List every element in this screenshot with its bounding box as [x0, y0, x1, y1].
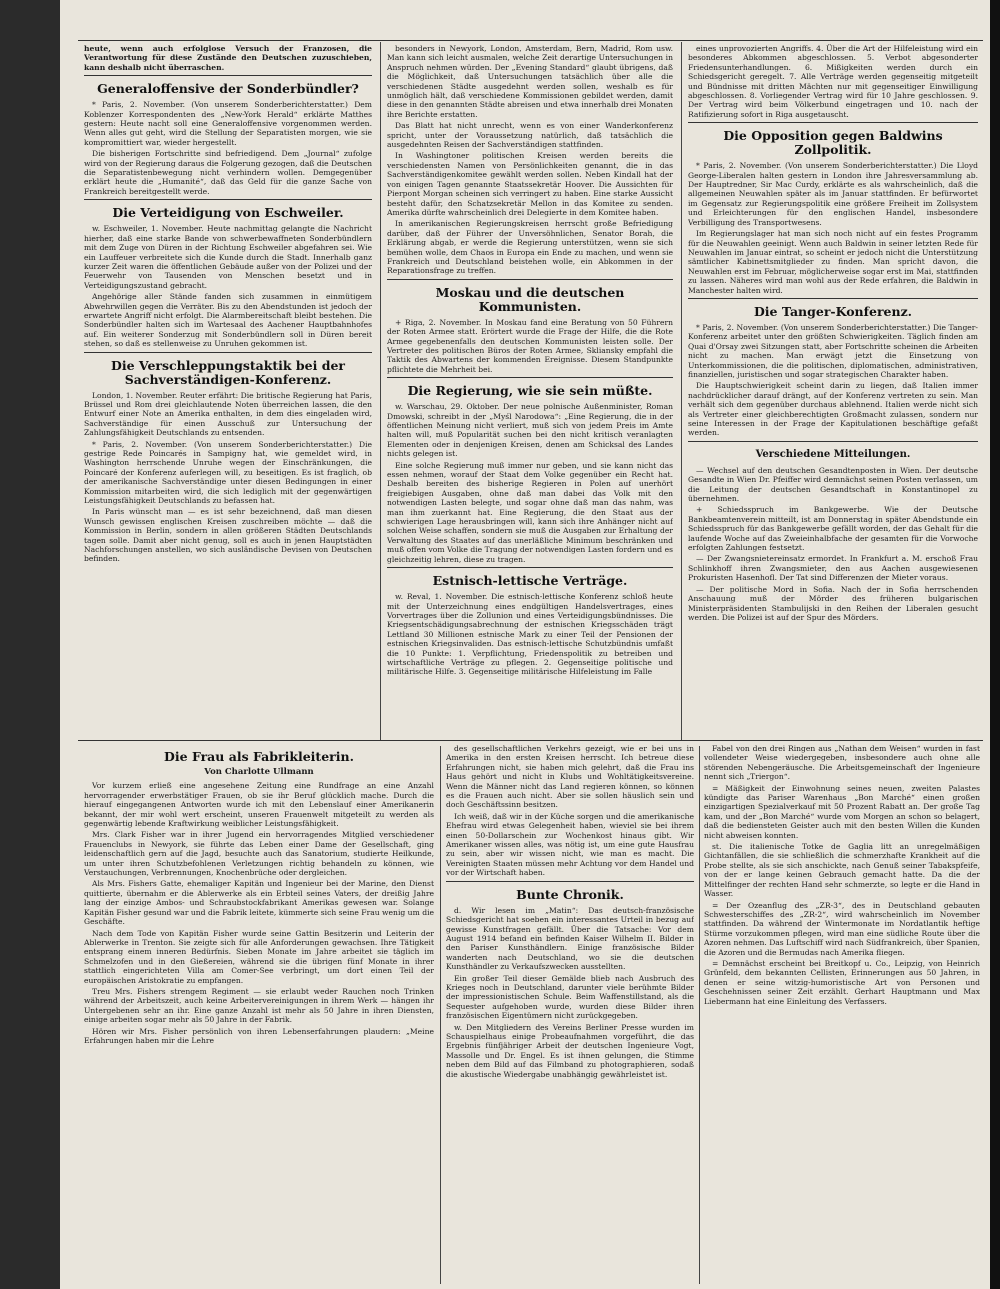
top-rule [78, 40, 983, 41]
paragraph: Das Blatt hat nicht unrecht, wenn es von einer Wanderkonferenz spricht, unter der Voraussetzung natürlich, daß tatsächlich die ausgedehnten Reisen der Sachverständigen stattfinden. [387, 121, 673, 150]
paragraph: Als Mrs. Fishers Gatte, ehemaliger Kapitän und Ingenieur bei der Marine, den Dienst quittierte, übernahm er die Ablerwerke als ein Erbteil seines Vaters, der dreißig Jahre lang der einzige Ambos- und Schraubstockfabrikant Amerikas gewesen war. Solange Kapitän Fisher gesund war und die Fabrik leitete, kümmerte sich seine Frau wenig um die Geschäfte. [84, 879, 434, 927]
headline: Die Opposition gegen Baldwins Zollpolitik. [723, 128, 943, 158]
paragraph: w. Warschau, 29. Oktober. Der neue polnische Außenminister, Roman Dmowski, schreibt in der „Myśl Narodowa“: „Eine Regierung, die in der öffentlichen Meinung nicht verliert, muß sich von jedem Preis im Amte halten will, muß Popularität suchen bei den nicht kritisch veranlagten Elementen oder in denjenigen Kreisen, denen am Schicksal des Landes nichts gelegen ist. [387, 402, 673, 459]
paragraph: des gesellschaftlichen Verkehrs gezeigt, wie er bei uns in Amerika in den ersten Kreisen herrscht. Ich betreue diese Erfahrungen nicht, sie haben mich gelehrt, daß die Frau ins Haus gehört und nicht in Klubs und Wohltätigkeitsvereine. Wenn die Männer nicht das Land regieren können, so können es die Frauen auch nicht. Aber sie sollen häuslich sein und doch Geschäftssinn besitzen. [446, 744, 694, 810]
column-rule [699, 746, 700, 1284]
paragraph: * Paris, 2. November. (Von unserem Sonderberichterstatter.) Die Lloyd George-Liberalen halten gestern in London ihre Jahresversammlung ab. Der Hauptredner, Sir Mac Curdy, erklärte es als wahrscheinlich, daß die allgemeinen Neuwahlen später als im Januar stattfinden. Er befürwortet im Gegensatz zur Regierungspolitik eine größere Freiheit im Zollsystem und Erleichterungen für den englischen Handel, insbesondere Verbilligung des Transportwesens. [688, 161, 978, 227]
headline: Die Tanger-Konferenz. [753, 303, 913, 319]
column-4 [84, 744, 434, 1284]
divider [387, 567, 673, 568]
paragraph: w. Eschweiler, 1. November. Heute nachmittag gelangte die Nachricht hierher, daß eine starke Bande von schwerbewaffneten Sonderbündlern mit dem Zuge von Düren in der Richtung Eschweiler abgefahren sei. Wie ein Lauffeuer verbreitete sich die Kunde durch die Stadt. Innerhalb ganz kurzer Zeit waren die öffentlichen Gebäude außer von der Polizei und der Feuerwehr von Tausenden von Menschen besetzt und in Verteidigungszustand gebracht. [84, 224, 372, 290]
divider [688, 122, 978, 123]
feuilleton-title: Die Frau als Fabrikleiterin. [164, 749, 354, 764]
paragraph: Ich weiß, daß wir in der Küche sorgen und die amerikanische Ehefrau wird etwas Gelegenheit haben, wieviel sie bei ihrem einen 50-Dollarschein zur Wochenkost hinaus gibt. Wir Amerikaner wissen alles, was nötig ist, um eine gute Hausfrau zu sein, aber wir wissen nicht, wie man es macht. Die Vereinigten Staaten müssen mehr Achtung vor dem Handel und vor der Wirtschaft haben. [446, 811, 694, 878]
paragraph: London, 1. November. Reuter erfährt: Die britische Regierung hat Paris, Brüssel und Rom drei gleichlautende Noten überreichen lassen, die den Entwurf einer Note an Amerika enthalten, in dem dies eingeladen wird, Sachverständige für einen Ausschuß zur Untersuchung der Zahlungsfähigkeit Deutschlands zu entsenden. [84, 390, 372, 438]
paragraph: d. Wir lesen im „Matin“: Das deutsch-französische Schiedsgericht hat soeben ein interessantes Urteil in bezug auf gewisse Kunstfragen gefällt. Über die Tatsache: Vor dem August 1914 befand ein befinden Kaiser Wilhelm II. Bilder in den Pariser Kunsthändlern. Einige französische Bilder wanderten nach Deutschland, wo sie die deutschen Kunsthändler zu Verkaufszwecken ausstellten. [446, 905, 694, 972]
paragraph: Hören wir Mrs. Fisher persönlich von ihren Lebenserfahrungen plaudern: „Meine Erfahrungen haben mir die Lehre [84, 1026, 434, 1045]
headline: Die Regierung, wie sie sein müßte. [407, 383, 653, 399]
divider [387, 279, 673, 280]
column-rule [380, 42, 381, 740]
divider [84, 199, 372, 200]
paragraph: w. Den Mitgliedern des Vereins Berliner Presse wurden im Schauspielhaus einige Probeaufnahmen vorgeführt, die das Ergebnis fünfjähriger Arbeit der deutschen Ingenieure Vogt, Massolle und Dr. Engel. Es ist ihnen gelungen, die Stimme neben dem Bild auf das Filmband zu photographieren, sodaß die akustische Wiedergabe unabhängig gewährleistet ist. [446, 1022, 694, 1079]
paragraph: * Paris, 2. November. (Von unserem Sonderberichterstatter.) Dem Koblenzer Korrespondenten des „New-York Herald“ erklärte Matthes gestern: Heute nacht soll eine Generaloffensive vorgenommen werden. Wenn alles gut geht, wird die Stellung der Separatisten morgen, wie sie kompromittiert war, wieder hergestellt. [84, 100, 372, 147]
headline: Die Verschleppungstaktik bei der Sachverständigen-Konferenz. [111, 357, 345, 387]
scan-margin-left [0, 0, 60, 1289]
headline: Moskau und die deutschen Kommunisten. [435, 284, 625, 314]
paragraph: Die Hauptschwierigkeit scheint darin zu liegen, daß Italien immer nachdrücklicher darauf drängt, auf der Konferenz vertreten zu sein. Man verhält sich dem gegenüber durchaus ablehnend. Italien werde nicht sich als Vertreter einer gleichberechtigten Großmacht zulassen, sondern nur seine Interessen in der Frage der Kapitulationen beschäftige gefaßt werden. [688, 381, 978, 438]
paragraph: In amerikanischen Regierungskreisen herrscht große Befriedigung darüber, daß der Führer der Unversöhnlichen, Senator Borah, die Erklärung abgab, er werde die Regierung unterstützen, wenn sie sich bemühen wolle, dem Chaos in Europa ein Ende zu machen, und wenn sie Frankreich und Deutschland beistehen wolle, ein Abkommen in der Reparationsfrage zu treffen. [387, 219, 673, 276]
byline: Von Charlotte Ullmann [204, 767, 314, 777]
divider [84, 352, 372, 353]
paragraph: besonders in Newyork, London, Amsterdam, Bern, Madrid, Rom usw. Man kann sich leicht ausmalen, welche Zeit derartige Untersuchungen in Anspruch nehmen würden. Der „Evening Standard“ glaubt übrigens, daß die Möglichkeit, daß Untersuchungen tatsächlich über alle die verschiedenen Städte ausgedehnt werden sollen, weshalb es für unmöglich hält, daß verschiedene Kommissionen gebildet werden, damit diese in den genannten Städte abreisen und etwa innerhalb drei Monaten ihre Berichte erstatten. [387, 44, 673, 119]
scan-margin-right [990, 0, 1000, 1289]
divider [688, 298, 978, 299]
paragraph: In Washingtoner politischen Kreisen werden bereits die verschiedensten Namen von Persönlichkeiten genannt, die in das Sachverständigenkomitee gewählt werden sollen. Neben Kindall hat der von einigen Tagen genannte Staatssekretär Hoover. Die Aussichten für Pierpont Morgan scheinen sich verringert zu haben. Eine starke Aussicht besteht dafür, den Schatzsekretär Mellon in das Komitee zu senden. Amerika dürfte wahrscheinlich drei Delegierte in dem Komitee haben. [387, 151, 673, 217]
paragraph: Angehörige aller Stände fanden sich zusammen in einmütigem Abwehrwillen gegen die Verräter. Bis zu den Abendstunden ist jedoch der erwartete Angriff nicht erfolgt. Die Alarmbereitschaft bleibt bestehen. Die Sonderbündler halten sich im Wartesaal des Aachener Hauptbahnhofes auf. Ein weiterer Sonderzug mit Sonderbündlern soll in Düren bereit stehen, so daß es stellenweise zu Unruhen gekommen ist. [84, 292, 372, 349]
divider [387, 377, 673, 378]
divider [446, 881, 694, 882]
paragraph: w. Reval, 1. November. Die estnisch-lettische Konferenz schloß heute mit der Unterzeichnung eines endgültigen Handelsvertrages, eines Vorvertrages über die Zollunion und eines Verteidigungsbündnisses. Die Kriegsentschädigungsabrechnung der estnischen Kriegsschäden trägt Lettland 30 Millionen estnische Mark zu einer Teil der Pensionen der estnischen Kriegsinvaliden. Das estnisch-lettische Schutzbündnis umfaßt die 10 Punkte: 1. Verpflichtung, Friedenspolitik zu betreiben und wirtschaftliche Verträge zu pflegen. 2. Gegenseitige politische und militärische Hilfe. 3. Gegenseitige militärische Hilfeleistung im Falle [387, 592, 673, 677]
divider [84, 75, 372, 76]
paragraph: eines unprovozierten Angriffs. 4. Über die Art der Hilfeleistung wird ein besonderes Abkommen abgeschlossen. 5. Verbot abgesonderter Friedensunterhandlungen. 6. Mißigkeiten werden durch ein Schiedsgericht geregelt. 7. Alle Verträge werden gegenseitig mitgeteilt und Bündnisse mit dritten Mächten nur mit gegenseitiger Einwilligung abgeschlossen. 8. Vorliegender Vertrag wird für 10 Jahre geschlossen. 9. Der Vertrag wird beim Völkerbund eingetragen und 10. nach der Ratifizierung sofort in Riga ausgetauscht. [688, 44, 978, 119]
paragraph: = Mäßigkeit der Einwohnung seines neuen, zweiten Palastes kündigte das Pariser Warenhaus „Bon Marché“ einen großen einzigartigen Spezialverkauf mit 50 Prozent Rabatt an. Der große Tag kam, und der „Bon Marché“ wurde vom Morgen an schon so belagert, daß die bediensteten Geister auch mit den besten Willen die Kunden nicht abweisen konnten. [704, 783, 980, 840]
headline: Verschiedene Mitteilungen. [755, 448, 911, 460]
paragraph: Vor kurzem erließ eine angesehene Zeitung eine Rundfrage an eine Anzahl hervorragender erwerbstätiger Frauen, ob sie ihr Beruf glücklich mache. Durch die hierauf eingegangenen Antworten wurde ich mit den Lebenslauf einer Amerikanerin bekannt, der mir wohl wert erscheint, unseren Frauenwelt mitgeteilt zu werden als gegenwärtig lebende Kraftwirkung weiblicher Leistungsfähigkeit. [84, 781, 434, 829]
paragraph: = Der Ozeanflug des „ZR-3“, des in Deutschland gebauten Schwesterschiffes des „ZR-2“, wird wahrscheinlich im November stattfinden. Da während der Wintermonate im Nordatlantik heftige Stürme vorzukommen pflegen, wird man eine südliche Route über die Azoren nehmen. Das Luftschiff wird nach Südfrankreich, über Spanien, die Azoren und die Bermudas nach Amerika fliegen. [704, 900, 980, 957]
paragraph: + Riga, 2. November. In Moskau fand eine Beratung von 50 Führern der Roten Armee statt. Erörtert wurde die Frage der Hilfe, die die Rote Armee gegebenenfalls den deutschen Kommunisten leisten solle. Der Vertreter des politischen Büros der Roten Armee, Skliansky empfahl die Taktik des Abwartens der kommenden Ereignisse. Diesem Standpunkte pflichtete die Mehrheit bei. [387, 317, 673, 374]
paragraph: + Schiedsspruch im Bankgewerbe. Wie der Deutsche Bankbeamtenverein mitteilt, ist am Donnerstag in später Abendstunde ein Schiedsspruch für das Bankgewerbe gefällt worden, der das Gehalt für die laufende Woche auf das Zweieinhalbfache der gesamten für die Vorwoche erfolgten Zahlungen festsetzt. [688, 505, 978, 553]
headline: Generaloffensive der Sonderbündler? [97, 81, 359, 97]
headline: Bunte Chronik. [516, 886, 624, 902]
paragraph: Eine solche Regierung muß immer nur geben, und sie kann nicht das essen nehmen, worauf der Staat dem Volke gegenüber ein Recht hat. Deshalb bereiten des bisherige Regieren in Polen auf unerhört freigiebigen Ausgaben, ohne daß man dabei das Volk mit den notwendigen Lasten belegte, und sogar ohne daß man das nahm, was man ihm zuerkannt hat. Eine Regierung, die den Staat aus der schwierigen Lage herausbringen will, kann sich ihre Anhänger nicht auf solchen Weise schaffen, sondern sie muß die Ausgaben zur Erhaltung der Verwaltung des Staates auf das unerläßliche Minimum beschränken und muß offen vom Volke die Tragung der notwendigen Lasten fordern und es gleichzeitig lehren, diese zu tragen. [387, 460, 673, 564]
column-6 [704, 744, 980, 1284]
divider [688, 441, 978, 442]
paragraph: Mrs. Clark Fisher war in ihrer Jugend ein hervorragendes Mitglied verschiedener Frauenclubs in Newyork, sie führte das Leben einer Dame der Gesellschaft, ging leidenschaftlich gern auf die Jagd, besuchte auch das Sanatorium, studierte Heilkunde, um unter ihren Schutzbefohlenen Verletzungen richtig behandeln zu können, wie Verstauchungen, Verbrennungen, Knochenbrüche oder dergleichen. [84, 830, 434, 878]
column-5 [446, 744, 694, 1284]
column-rule [681, 42, 682, 740]
column-1 [84, 44, 372, 734]
paragraph: — Wechsel auf den deutschen Gesandtenposten in Wien. Der deutsche Gesandte in Wien Dr. Pfeiffer wird demnächst seinen Posten verlassen, um die Leitung der deutschen Gesandtschaft in Konstantinopel zu übernehmen. [688, 465, 978, 504]
paragraph: — Der politische Mord in Sofia. Nach der in Sofia herrschenden Anschauung muß der Mörder des früheren bulgarischen Ministerpräsidenten Stambulijski in den Reihen der Liberalen gesucht werden. Die Polizei ist auf der Spur des Mörders. [688, 584, 978, 622]
column-rule [440, 746, 441, 1284]
paragraph: st. Die italienische Totke de Gaglia litt an unregelmäßigen Gichtanfällen, die sie schließlich die schmerzhafte Krankheit auf die Probe stellte, als sie sich anschickte, nach Genuß seiner Tabakspfeife, von der er lange keinen Gebrauch gemacht hatte. Da die der Mittelfinger der rechten Hand sehr schmerzte, so legte er die Hand in Wasser. [704, 842, 980, 899]
paragraph: * Paris, 2. November. (Von unserem Sonderberichterstatter.) Die Tanger-Konferenz arbeitet unter den größten Schwierigkeiten. Täglich finden am Quai d'Orsay zwei Sitzungen statt, aber Fortschritte scheinen die Arbeiten nicht zu machen. Man erwägt jetzt die Einsetzung von Unterkommissionen, die die politischen, diplomatischen, administrativen, finanziellen, juristischen und sogar strategischen Charakter haben. [688, 322, 978, 379]
headline: Die Verteidigung von Eschweiler. [112, 205, 344, 221]
paragraph: Treu Mrs. Fishers strengem Regiment — sie erlaubt weder Rauchen noch Trinken während der Arbeitszeit, auch keine Arbeitervereinigungen in ihrem Werk — hängen ihr Untergebenen sehr an ihr. Eine ganze Anzahl ist mehr als 50 Jahre in ihren Diensten, einige arbeiten sogar mehr als 50 Jahre in der Fabrik. [84, 986, 434, 1025]
column-2 [387, 44, 673, 734]
paragraph: Ein großer Teil dieser Gemälde blieb nach Ausbruch des Krieges noch in Deutschland, darunter viele berühmte Bilder der impressionistischen Schule. Beim Waffenstillstand, als die Sequester aufgehoben wurde, wurden diese Bilder ihren französischen Eigentümern nicht zurückgegeben. [446, 973, 694, 1021]
intro-text: heute, wenn auch erfolglose Versuch der Franzosen, die Verantwortung für diese Zustände den Deutschen zuzuschieben, kann deshalb nicht überraschen. [84, 44, 372, 72]
paragraph: Die bisherigen Fortschritte sind befriedigend. Dem „Journal“ zufolge wird von der Regierung daraus die Folgerung gezogen, daß die Deutschen die Separatistenbewegung nicht verhindern wollen. Demgegenüber erklärt heute die „Humanité“, daß das Geld für die ganze Sache von Frankreich bereitgestellt werde. [84, 149, 372, 196]
paragraph: — Der Zwangsnietereinsatz ermordet. In Frankfurt a. M. erschoß Frau Schlinkhoff ihren Zwangsmieter, den aus Aachen ausgewiesenen Prokuristen Hasenhofl. Der Tat sind Differenzen der Mieter voraus. [688, 554, 978, 583]
column-3 [688, 44, 978, 744]
paragraph: Nach dem Tode von Kapitän Fisher wurde seine Gattin Besitzerin und Leiterin der Ablerwerke in Trenton. Sie zeigte sich für alle Anforderungen gewachsen. Ihre Tätigkeit entsprang einem inneren Bedürfnis. Sieben Monate im Jahre arbeitet sie täglich im Schmelzofen und in den Gießereien, während sie die übrigen fünf Monate in ihrer stattlich eingerichteten Villa am Comer-See verbringt, um dort einen Teil der europäischen Aristokratie zu empfangen. [84, 928, 434, 985]
headline: Estnisch-lettische Verträge. [432, 573, 628, 589]
paragraph: Fabel von den drei Ringen aus „Nathan dem Weisen“ wurden in fast vollendeter Weise wiedergegeben, insbesondere auch ohne alle störenden Nebengeräusche. Die Arbeitsgemeinschaft der Ingenieure nennt sich „Triergon“. [704, 744, 980, 782]
paragraph: * Paris, 2. November. (Von unserem Sonderberichterstatter.) Die gestrige Rede Poincarés in Sampigny hat, wie gemeldet wird, in Washington herrschende Unruhe wegen der Einschränkungen, die Poincaré der Konferenz auferlegen will, zu beseitigen. Es ist fraglich, ob der amerikanische Sachverständige unter diesen Bedingungen in einer Kommission mitarbeiten wird, die sich lediglich mit der gegenwärtigen Leistungsfähigkeit Deutschlands zu befassen hat. [84, 439, 372, 506]
paragraph: Im Regierungslager hat man sich noch nicht auf ein festes Programm für die Neuwahlen geeinigt. Wenn auch Baldwin in seiner letzten Rede für Neuwahlen im Januar eintrat, so scheint er jedoch nicht die Unterstützung sämtlicher Kabinettsmitglieder zu finden. Man spricht davon, die Neuwahlen erst im Februar, möglicherweise sogar erst im Mai, stattfinden zu lassen. Näheres wird man wohl aus der Rede erfahren, die Baldwin in Manchester halten wird. [688, 229, 978, 295]
paragraph: = Demnächst erscheint bei Breitkopf u. Co., Leipzig, von Heinrich Grünfeld, dem bekannten Cellisten, Erinnerungen aus 50 Jahren, in denen er seine witzig-humoristische Art von Personen und Geschehnissen seiner Zeit erzählt. Gerhart Hauptmann und Max Liebermann hat eine Einleitung des Verfassers. [704, 958, 980, 1006]
paragraph: In Paris wünscht man — es ist sehr bezeichnend, daß man diesen Wunsch gewissen englischen Kreisen zuschreiben möchte — daß die Kommission in Berlin, sondern in allen größeren Städten Deutschlands tagen solle. Damit aber nicht genug, soll es auch in jenen Hauptstädten Nachforschungen anstellen, wo sich ausländische Devisen von Deutschen befinden. [84, 507, 372, 564]
